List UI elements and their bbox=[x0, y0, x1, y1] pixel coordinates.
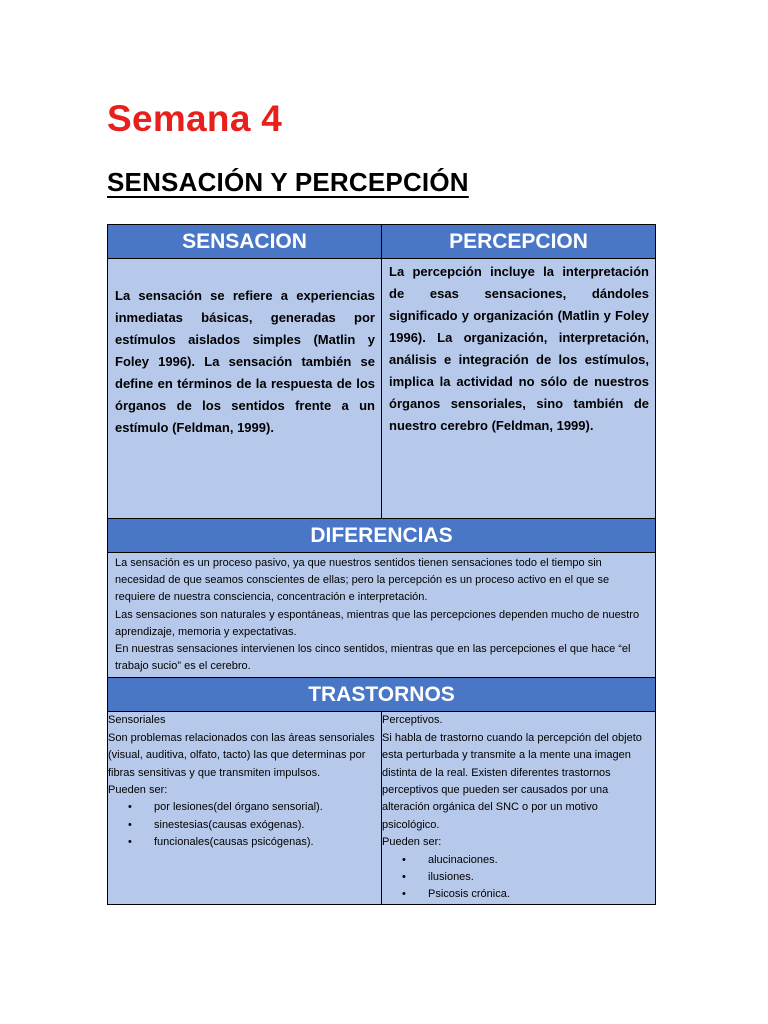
diferencia-item: Las sensaciones son naturales y espontáneas, mientras que las percepciones dependen mucho de nuestro aprendizaje, memoria y expectativas. bbox=[115, 608, 640, 638]
list-item bbox=[402, 852, 655, 869]
diferencia-item: En nuestras sensaciones intervienen los cinco sentidos, mientras que en las percepciones el que hace “el trabajo sucio” es el cerebro. bbox=[115, 643, 631, 673]
list-item-text: alucinaciones. bbox=[428, 853, 498, 866]
page-title: SENSACIÓN Y PERCEPCIÓN bbox=[107, 167, 469, 197]
list-item-text: por lesiones(del órgano sensorial). bbox=[154, 801, 323, 814]
list-item bbox=[128, 834, 381, 851]
list-item-text: ilusiones. bbox=[428, 871, 474, 884]
list-item bbox=[402, 886, 655, 903]
list-item bbox=[128, 799, 381, 816]
list-item bbox=[402, 869, 655, 886]
sensoriales-title: Sensoriales bbox=[108, 714, 166, 727]
diferencias-header: DIFERENCIAS bbox=[108, 519, 656, 553]
sensacion-text: La sensación se refiere a experiencias inmediatas básicas, generadas por estímulos aislados simples (Matlin y Foley 1996). La sensación también se define en términos de la respuesta de los órganos de los sentidos frente a un estímulo (Feldman, 1999). bbox=[115, 288, 375, 435]
trastornos-header: TRASTORNOS bbox=[108, 678, 656, 712]
sensoriales-cell bbox=[108, 712, 382, 904]
bullet-icon: • bbox=[402, 853, 406, 866]
content-table bbox=[107, 224, 656, 905]
diferencia-item: La sensación es un proceso pasivo, ya que nuestros sentidos tienen sensaciones todo el tiempo sin necesidad de que seamos conscientes de ellas; pero la percepción es un proceso activo en el que se requiere de nuestra consciencia, concentración e interpretación. bbox=[115, 557, 610, 604]
perceptivos-text: Si habla de trastorno cuando la percepción del objeto esta perturbada y transmite a la mente una imagen distinta de la real. Existen diferentes trastornos perceptivos que pueden ser causados por una alteración orgánica del SNC o por un motivo psicológico. bbox=[382, 731, 642, 831]
diferencias-cell bbox=[108, 553, 656, 678]
bullet-icon: • bbox=[128, 836, 132, 849]
list-item-text: funcionales(causas psicógenas). bbox=[154, 836, 314, 849]
bullet-icon: • bbox=[128, 801, 132, 814]
bullet-icon: • bbox=[128, 818, 132, 831]
perceptivos-pueden: Pueden ser: bbox=[382, 836, 442, 849]
perceptivos-cell bbox=[382, 712, 656, 904]
list-item-text: Psicosis crónica. bbox=[428, 888, 510, 901]
sensoriales-pueden: Pueden ser: bbox=[108, 784, 168, 797]
week-title: Semana 4 bbox=[107, 98, 283, 139]
list-item bbox=[128, 817, 381, 834]
list-item-text: sinestesias(causas exógenas). bbox=[154, 818, 305, 831]
sensacion-cell bbox=[108, 259, 382, 519]
perceptivos-list bbox=[382, 852, 655, 904]
sensacion-header: SENSACION bbox=[108, 225, 382, 259]
percepcion-text: La percepción incluye la interpretación de esas sensaciones, dándoles significado y organización (Matlin y Foley 1996). La organización, interpretación, análisis e integración de los estímulos, implica la actividad no sólo de nuestros órganos sensoriales, sino también de nuestro cerebro (Feldman, 1999). bbox=[389, 264, 649, 433]
sensoriales-text: Son problemas relacionados con las áreas sensoriales (visual, auditiva, olfato, tacto) las que determinas por fibras sensitivas y que transmiten impulsos. bbox=[108, 731, 375, 779]
sensoriales-list bbox=[108, 799, 381, 851]
diferencias-text bbox=[108, 553, 655, 677]
perceptivos-title: Perceptivos. bbox=[382, 714, 443, 727]
bullet-icon: • bbox=[402, 871, 406, 884]
bullet-icon: • bbox=[402, 888, 406, 901]
percepcion-cell bbox=[382, 259, 656, 519]
percepcion-header: PERCEPCION bbox=[382, 225, 656, 259]
